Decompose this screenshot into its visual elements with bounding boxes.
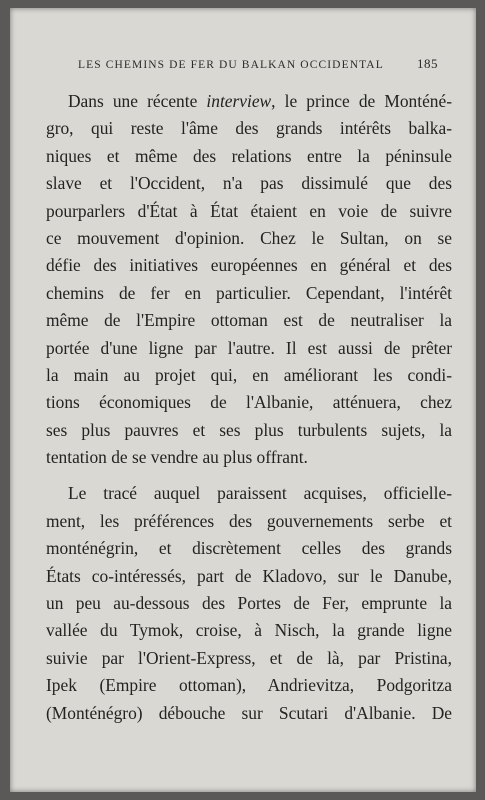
- text-line: pourparlers d'État à État étaient en voie de suivre: [46, 200, 452, 221]
- text-line: tentation de se vendre au plus offrant.: [46, 447, 308, 468]
- text-line: chemins de fer en particulier. Cependant, l'intérêt: [46, 282, 452, 303]
- text-line: ce mouvement d'opinion. Chez le Sultan, on se: [46, 227, 452, 248]
- text-line: suivie par l'Orient-Express, et de là, par Pristina,: [46, 647, 452, 668]
- text-line: la main au projet qui, en améliorant les condi-: [46, 364, 452, 385]
- running-header: [78, 56, 438, 72]
- text-line: un peu au-dessous des Portes de Fer, emprunte la: [46, 593, 452, 614]
- text-line: gro, qui reste l'âme des grands intérêts balka-: [46, 118, 452, 139]
- body-text: [46, 88, 452, 727]
- text-line: tions économiques de l'Albanie, atténuera, chez: [46, 392, 452, 413]
- paragraph: [46, 480, 452, 727]
- running-title: LES CHEMINS DE FER DU BALKAN OCCIDENTAL: [78, 59, 384, 71]
- text-line: (Monténégro) débouche sur Scutari d'Albanie. De: [46, 702, 452, 723]
- paragraph: [46, 88, 452, 471]
- text-line: même de l'Empire ottoman est de neutraliser la: [46, 310, 452, 331]
- text-line: monténégrin, et discrètement celles des grands: [46, 538, 452, 559]
- book-page: [10, 8, 476, 792]
- text-line: Ipek (Empire ottoman), Andrievitza, Podgoritza: [46, 675, 452, 696]
- text-line: ses plus pauvres et ses plus turbulents sujets, la: [46, 419, 452, 440]
- text-line: vallée du Tymok, croise, à Nisch, la grande ligne: [46, 620, 452, 641]
- text-line: États co-intéressés, part de Kladovo, sur le Danube,: [46, 565, 452, 586]
- text-line: portée d'une ligne par l'autre. Il est aussi de prêter: [46, 337, 452, 358]
- text-run: Dans une récente: [68, 91, 207, 111]
- text-line: slave et l'Occident, n'a pas dissimulé que des: [46, 173, 452, 194]
- text-line: [46, 88, 452, 115]
- text-run: , le prince de Monténé-: [271, 91, 452, 111]
- italic-word: interview: [206, 91, 272, 111]
- text-line: ment, les préférences des gouvernements serbe et: [46, 510, 452, 531]
- page-number: 185: [417, 56, 438, 71]
- text-line: défie des initiatives européennes en général et des: [46, 255, 452, 276]
- text-line: niques et même des relations entre la péninsule: [46, 145, 452, 166]
- text-line: Le tracé auquel paraissent acquises, officielle-: [68, 483, 452, 504]
